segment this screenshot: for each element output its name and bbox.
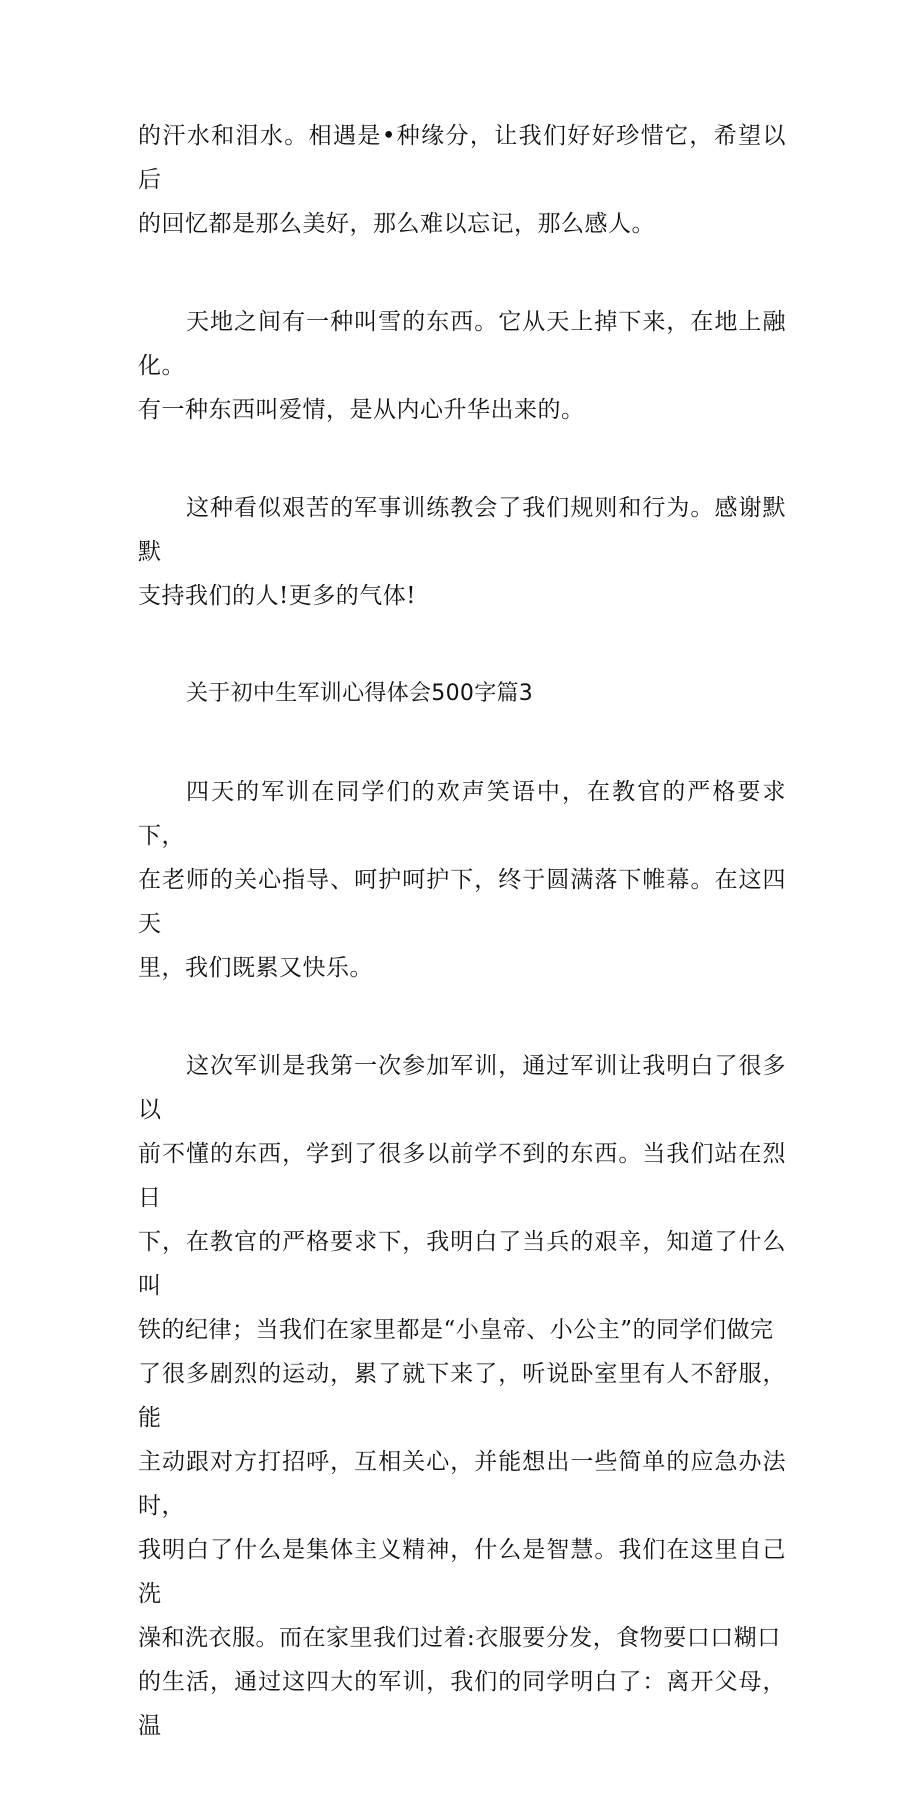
paragraph-line: 的汗水和泪水。相遇是•种缘分，让我们好好珍惜它，希望以后 xyxy=(138,123,786,193)
paragraph-line: 这种看似艰苦的军事训练教会了我们规则和行为。感谢默默 xyxy=(138,495,786,565)
paragraph-1 xyxy=(138,114,786,246)
paragraph-line: 澡和洗衣服。而在家里我们过着:衣服要分发，食物要口口糊口 xyxy=(138,1625,781,1651)
paragraph-3 xyxy=(138,486,786,618)
paragraph-2 xyxy=(138,300,786,432)
paragraph-line: 在老师的关心指导、呵护呵护下，终于圆满落下帷幕。在这四天 xyxy=(138,867,786,937)
paragraph-line: 里，我们既累又快乐。 xyxy=(138,955,373,981)
paragraph-line: 前不懂的东西，学到了很多以前学不到的东西。当我们站在烈日 xyxy=(138,1141,786,1211)
paragraph-line: 有一种东西叫爱情，是从内心升华出来的。 xyxy=(138,397,585,423)
paragraph-line: 下，在教官的严格要求下，我明白了当兵的艰辛，知道了什么叫 xyxy=(138,1229,786,1299)
paragraph-line: 我明白了什么是集体主义精神，什么是智慧。我们在这里自己洗 xyxy=(138,1537,786,1607)
paragraph-5 xyxy=(138,1044,786,1748)
section-heading: 关于初中生军训心得体会500字篇3 xyxy=(186,681,534,706)
paragraph-line: 的生活，通过这四大的军训，我们的同学明白了：离开父母，温 xyxy=(138,1669,786,1739)
paragraph-line: 支持我们的人!更多的气体! xyxy=(138,583,416,609)
paragraph-line: 铁的纪律；当我们在家里都是“小皇帝、小公主”的同学们做完 xyxy=(138,1317,774,1343)
paragraph-line: 的回忆都是那么美好，那么难以忘记，那么感人。 xyxy=(138,211,655,237)
paragraph-line: 了很多剧烈的运动，累了就下来了，听说卧室里有人不舒服，能 xyxy=(138,1361,786,1431)
paragraph-line: 天地之间有一种叫雪的东西。它从天上掉下来，在地上融化。 xyxy=(138,309,786,379)
paragraph-line: 主动跟对方打招呼，互相关心，并能想出一些简单的应急办法时， xyxy=(138,1449,786,1519)
paragraph-line: 四天的军训在同学们的欢声笑语中，在教官的严格要求下， xyxy=(138,779,786,849)
document-body xyxy=(138,114,786,1802)
paragraph-line: 这次军训是我第一次参加军训，通过军训让我明白了很多以 xyxy=(138,1053,786,1123)
paragraph-4 xyxy=(138,770,786,990)
